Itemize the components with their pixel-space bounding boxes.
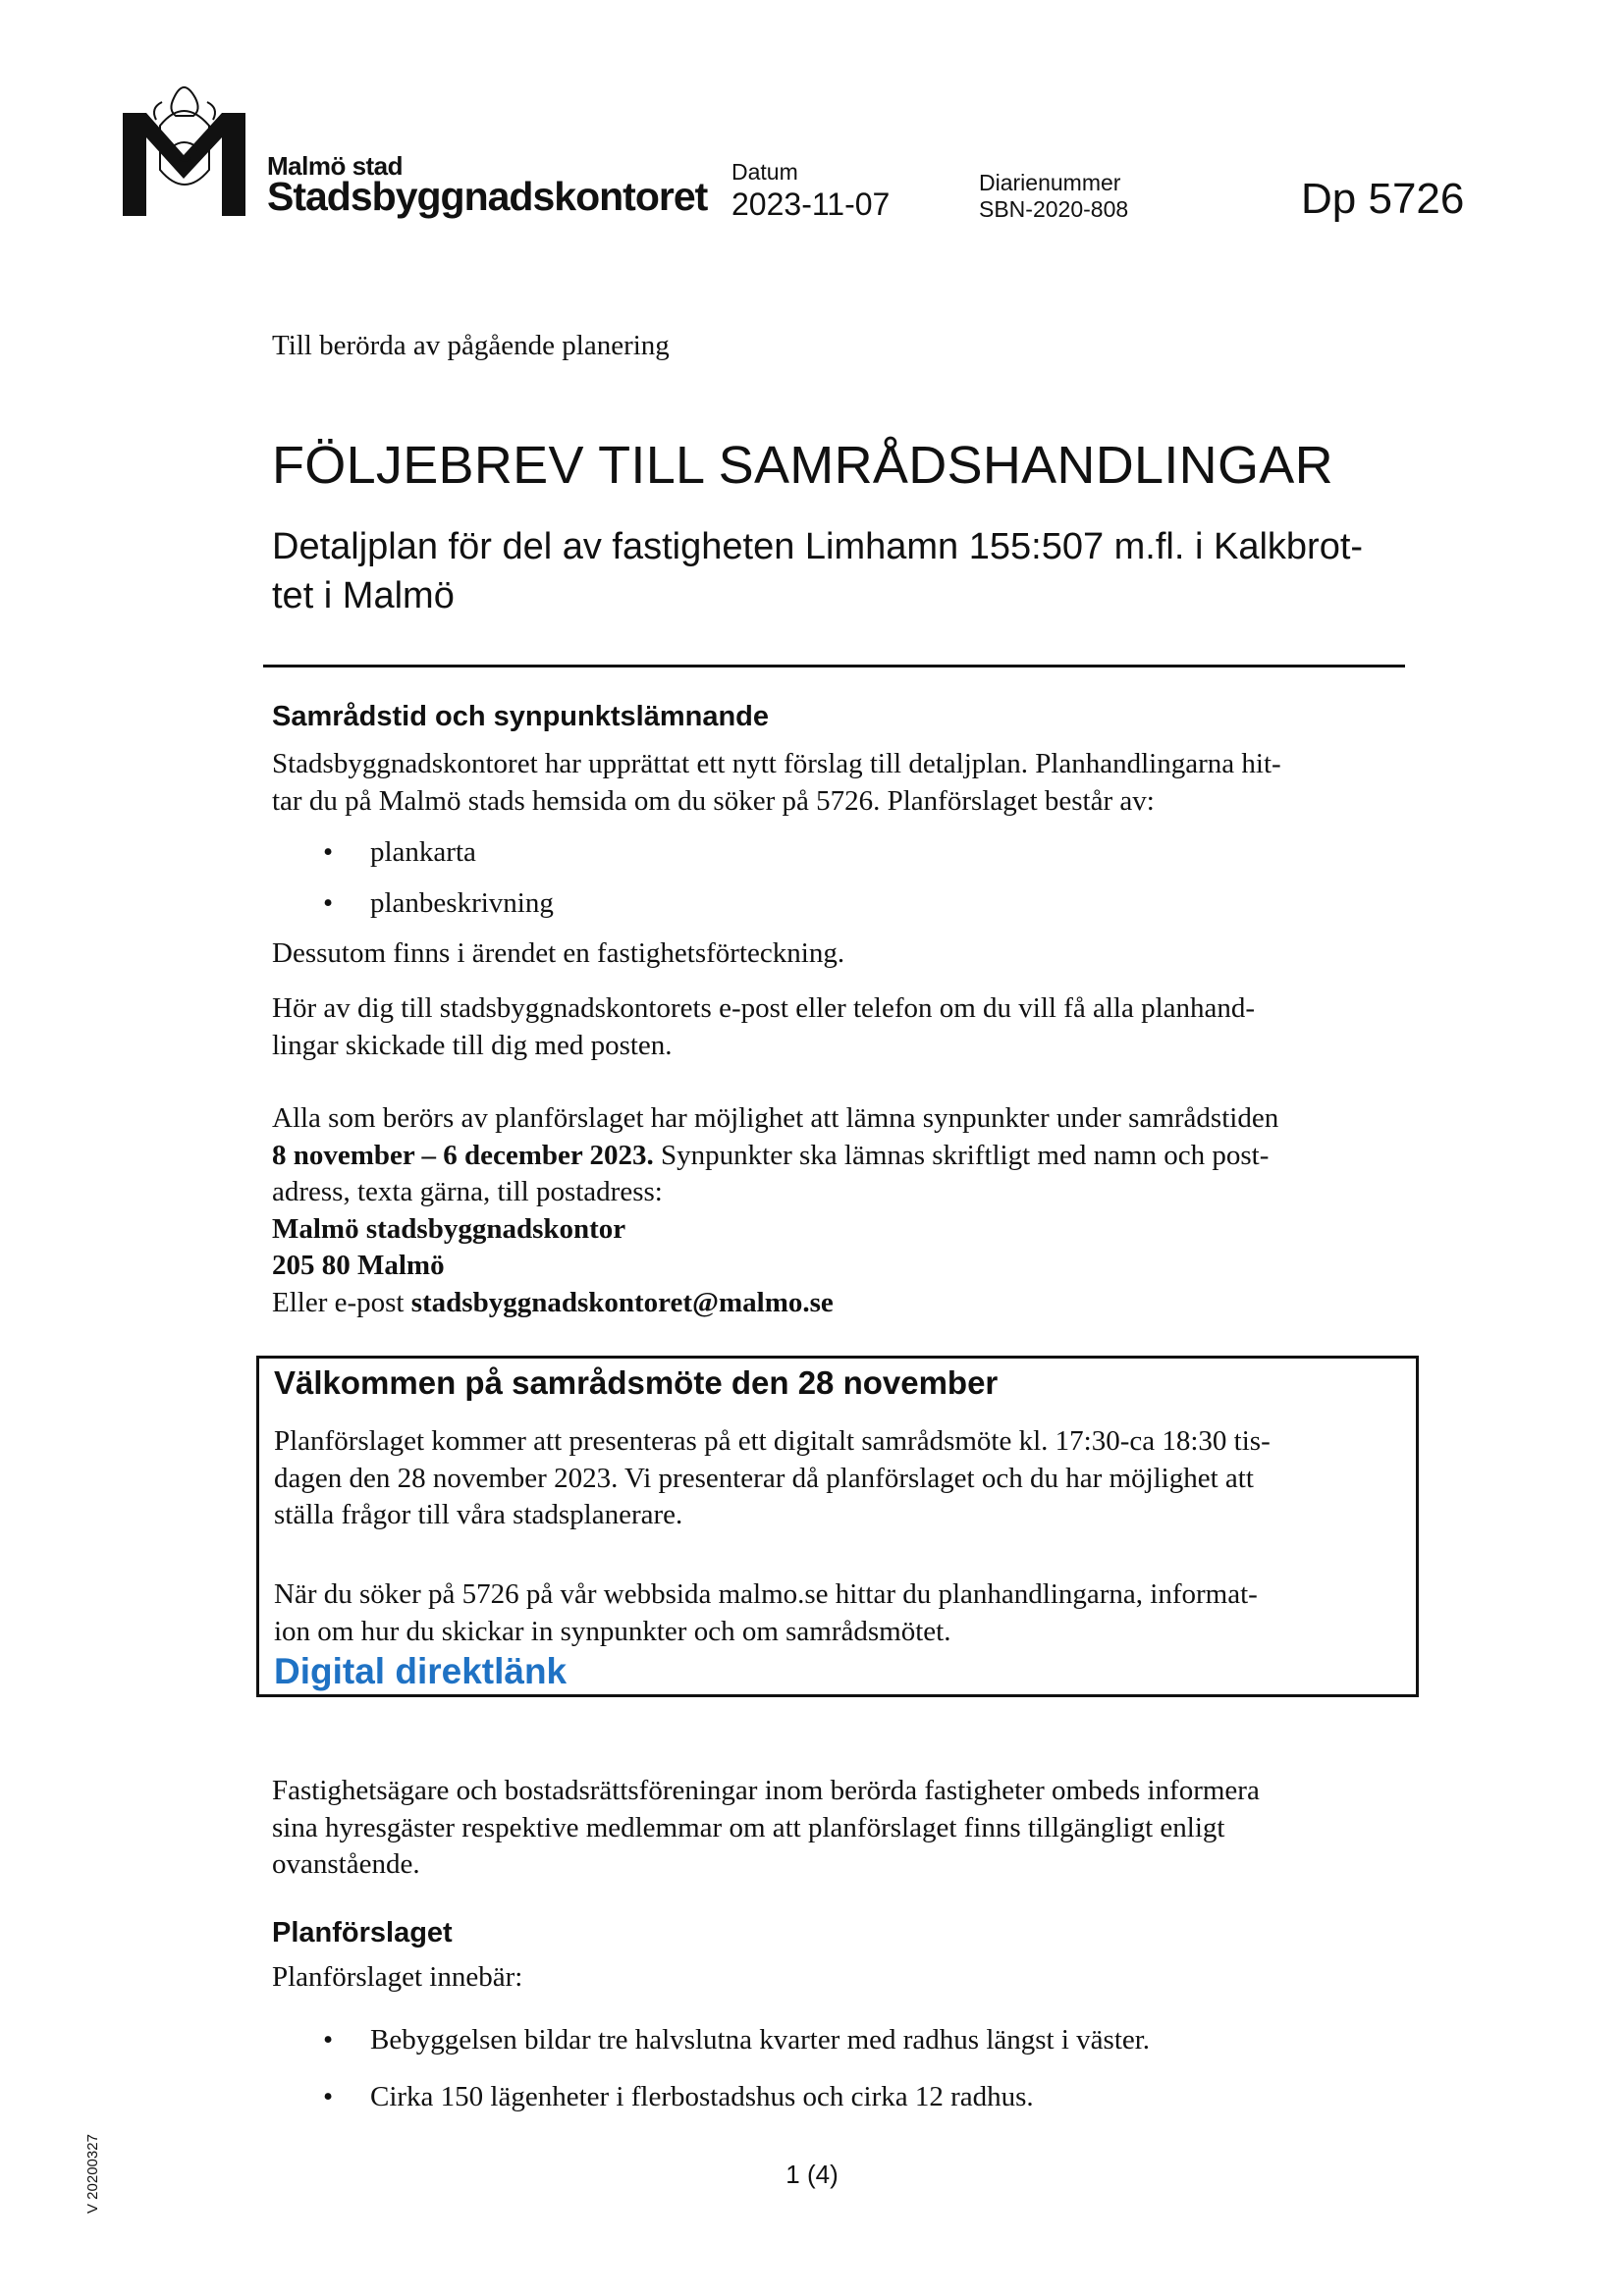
list-item — [272, 885, 1401, 923]
list-item — [272, 834, 1401, 872]
email-address: stadsbyggnadskontoret@malmo.se — [410, 1286, 834, 1318]
template-version: V 20200327 — [84, 2134, 101, 2214]
text-line: När du söker på 5726 på vår webbsida malmo.se hittar du planhandlingarna, informat- — [274, 1578, 1258, 1610]
paragraph — [272, 990, 1401, 1064]
document-number: Dp 5726 — [1301, 175, 1465, 223]
text-line: ställa frågor till våra stadsplanerare. — [274, 1499, 683, 1530]
list-item — [272, 2079, 1401, 2116]
diary-number-label: Diarienummer — [979, 170, 1121, 195]
diary-number-value: SBN-2020-808 — [979, 196, 1129, 222]
bullet-icon: • — [323, 886, 334, 919]
postal-address-line: 205 80 Malmö — [272, 1250, 445, 1281]
department-name: Stadsbyggnadskontoret — [267, 174, 708, 219]
list-item — [272, 2022, 1401, 2059]
subtitle-line: tet i Malmö — [272, 575, 455, 616]
paragraph — [272, 1773, 1401, 1884]
date-label: Datum — [731, 159, 798, 185]
text-line: dagen den 28 november 2023. Vi presenterar då planförslaget och du har möjlighet att — [274, 1462, 1254, 1494]
text-line: sina hyresgäster respektive medlemmar om att planförslaget finns tillgängligt enligt — [272, 1811, 1225, 1843]
divider — [263, 665, 1405, 667]
org-name: Malmö stad — [267, 151, 404, 181]
text-line: ion om hur du skickar in synpunkter och om samrådsmötet. — [274, 1615, 951, 1647]
text-line: tar du på Malmö stads hemsida om du söker på 5726. Planförslaget består av: — [272, 784, 1155, 817]
section-heading-consultation: Samrådstid och synpunktslämnande — [272, 701, 770, 732]
digital-direct-link[interactable]: Digital direktlänk — [274, 1651, 568, 1691]
paragraph: Dessutom finns i ärendet en fastighetsförteckning. — [272, 937, 845, 969]
date-value: 2023-11-07 — [731, 187, 891, 222]
malmo-stad-logo — [123, 69, 245, 216]
document-list — [272, 834, 1401, 922]
page-subtitle — [272, 522, 1431, 620]
bullet-icon: • — [323, 836, 334, 868]
subtitle-line: Detaljplan för del av fastigheten Limhamn 155:507 m.fl. i Kalkbrot- — [272, 526, 1364, 567]
page-title: FÖLJEBREV TILL SAMRÅDSHANDLINGAR — [272, 436, 1333, 495]
meeting-box-title: Välkommen på samrådsmöte den 28 november — [274, 1364, 999, 1401]
paragraph — [274, 1423, 1393, 1534]
list-item-text: Cirka 150 lägenheter i flerbostadshus och cirka 12 radhus. — [370, 2080, 1034, 2112]
recipient-line: Till berörda av pågående planering — [272, 330, 670, 361]
proposal-list — [272, 2022, 1401, 2115]
section-heading-plan-proposal: Planförslaget — [272, 1917, 453, 1949]
paragraph: Planförslaget innebär: — [272, 1961, 523, 1993]
paragraph — [272, 1100, 1401, 1321]
postal-address-line: Malmö stadsbyggnadskontor — [272, 1212, 626, 1245]
paragraph — [272, 746, 1401, 820]
text-line: lingar skickade till dig med posten. — [272, 1029, 673, 1061]
text-line: adress, texta gärna, till postadress: — [272, 1176, 663, 1207]
text-line: 8 november – 6 december 2023. Synpunkter ska lämnas skriftligt med namn och post- — [272, 1139, 1270, 1171]
page-number: 1 (4) — [785, 2160, 839, 2189]
paragraph — [274, 1576, 1393, 1650]
list-item-text: planbeskrivning — [370, 886, 554, 919]
text-line: Hör av dig till stadsbyggnadskontorets e-post eller telefon om du vill få alla planhand- — [272, 992, 1256, 1024]
email-line: Eller e-post stadsbyggnadskontoret@malmo.se — [272, 1286, 834, 1318]
bullet-icon: • — [323, 2080, 334, 2112]
consultation-dates: 8 november – 6 december 2023. — [272, 1139, 654, 1171]
text-line: Planförslaget kommer att presenteras på ett digitalt samrådsmöte kl. 17:30-ca 18:30 tis- — [274, 1425, 1271, 1457]
text-line: Fastighetsägare och bostadsrättsföreningar inom berörda fastigheter ombeds informera — [272, 1775, 1260, 1806]
text-line: ovanstående. — [272, 1848, 420, 1880]
list-item-text: Bebyggelsen bildar tre halvslutna kvarter med radhus längst i väster. — [370, 2024, 1151, 2056]
meeting-box — [256, 1356, 1419, 1697]
text-line: Stadsbyggnadskontoret har upprättat ett nytt förslag till detaljplan. Planhandlingarna hit- — [272, 748, 1281, 779]
list-item-text: plankarta — [370, 836, 476, 868]
text-line: Alla som berörs av planförslaget har möjlighet att lämna synpunkter under samrådstiden — [272, 1102, 1279, 1134]
bullet-icon: • — [323, 2024, 334, 2056]
